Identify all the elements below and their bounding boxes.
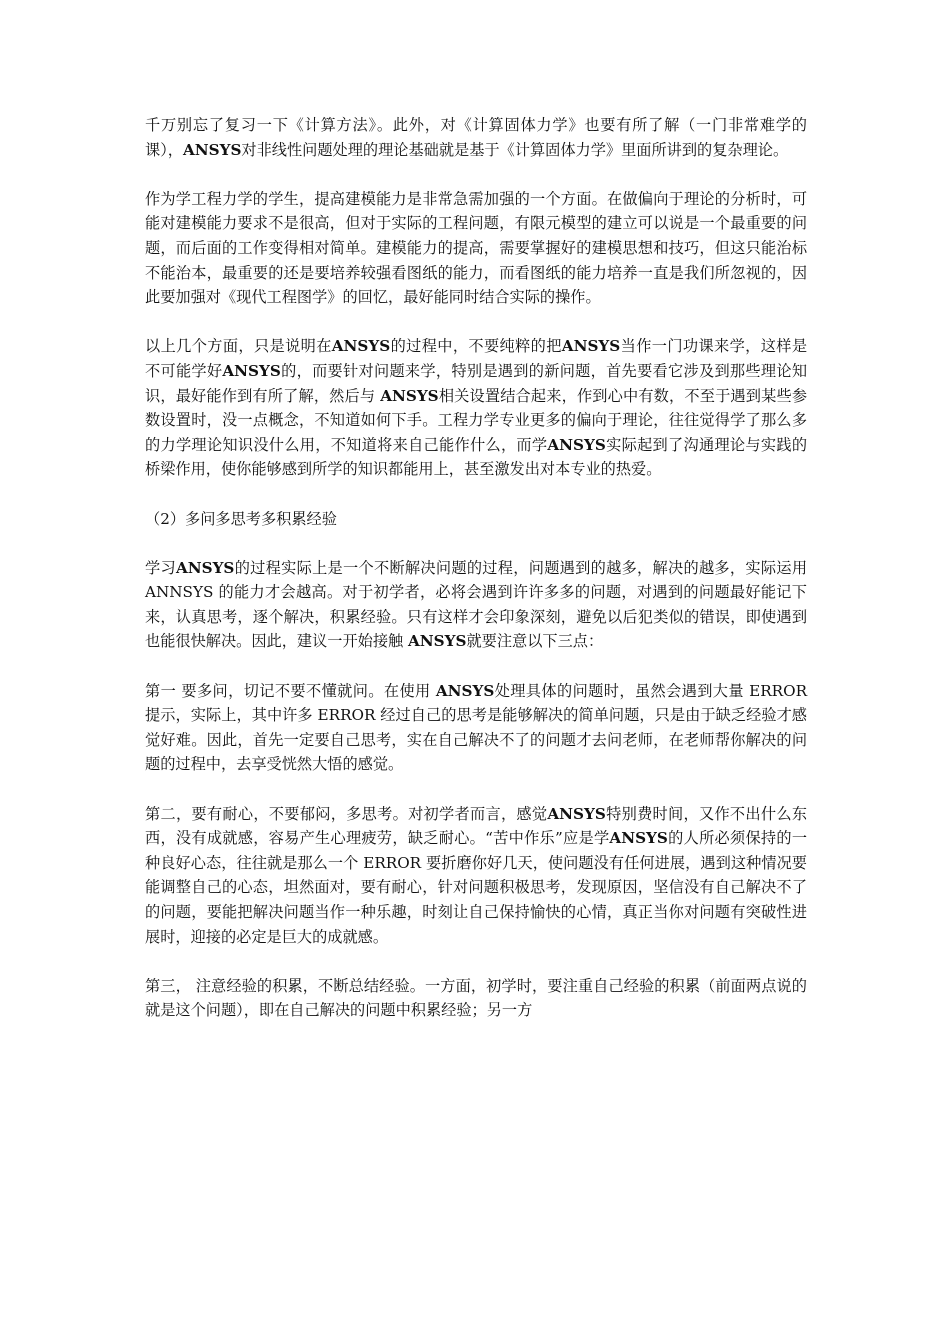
text-run: 对非线性问题处理的理论基础就是基于《计算固体力学》里面所讲到的复杂理论。 — [241, 140, 789, 159]
paragraph-6 — [145, 802, 807, 950]
text-run: 第二，要有耐心，不要郁闷，多思考。对初学者而言，感觉 — [145, 804, 548, 823]
text-run: 作为学工程力学的学生，提高建模能力是非常急需加强的一个方面。在做偏向于理论的分析时，可能对建模能力要求不是很高，但对于实际的工程问题，有限元模型的建立可以说是一个最重要的问题，而后面的工作变得相对简单。建模能力的提高，需要掌握好的建模思想和技巧，但这只能治标不能治本，最重要的还是要培养较强看图纸的能力，而看图纸的能力培养一直是我们所忽视的，因此要加强对《现代工程图学》的回忆，最好能同时结合实际的操作。 — [145, 189, 807, 307]
paragraph-3 — [145, 334, 807, 482]
bold-text-run: ANSYS — [331, 337, 391, 356]
text-run: 特别费时间，又作不出什么东西，没有成就感，容易产生心理疲劳，缺乏耐心。“苦中作乐”应是学 — [145, 804, 808, 848]
text-run: 以上几个方面，只是说明在 — [145, 337, 332, 356]
paragraph-1 — [145, 113, 807, 162]
paragraph-5 — [145, 679, 807, 777]
text-run: 当作一门功课来学，这样是不可能学好 — [145, 337, 808, 380]
text-run: 就要注意以下三点： — [466, 632, 604, 651]
section-heading: （2）多问多思考多积累经验 — [145, 509, 337, 528]
bold-text-run: ANSYS — [175, 558, 235, 577]
text-run: 第三， 注意经验的积累，不断总结经验。一方面，初学时，要注重自己经验的积累（前面两点说的就是这个问题），即在自己解决的问题中积累经验；另一方 — [145, 976, 807, 1020]
text-run: 第一 要多问，切记不要不懂就问。在使用 — [145, 681, 436, 700]
bold-text-run: ANSYS — [380, 386, 439, 405]
bold-text-run: ANSYS — [222, 361, 281, 380]
text-run: 相关设置结合起来，作到心中有数，不至于遇到某些参数设置时，没一点概念，不知道如何下手。工程力学专业更多的偏向于理论，往往觉得学了那么多的力学理论知识没什么用，不知道将来自己能作什么，而学 — [145, 386, 807, 454]
text-run: 处理具体的问题时，虽然会遇到大量 ERROR 提示，实际上，其中许多 ERROR 经过自己的思考是能够解决的简单问题，只是由于缺乏经验才感觉好难。因此，首先一定要自己思考，实在自己解决不了的问题才去问老师，在老师帮你解决的问题的过程中，去享受恍然大悟的感觉。 — [145, 681, 807, 774]
bold-text-run: ANSYS — [547, 435, 606, 454]
bold-text-run: ANSYS — [435, 681, 495, 700]
bold-text-run: ANSYS — [547, 804, 606, 823]
bold-text-run: ANSYS — [408, 632, 467, 651]
bold-text-run: ANSYS — [561, 337, 621, 356]
text-run: 学习 — [145, 558, 176, 577]
paragraph-7 — [145, 974, 807, 1023]
text-run: 的人所必须保持的一种良好心态，往往就是那么一个 ERROR 要折磨你好几天，使问题没有任何进展，遇到这种情况要能调整自己的心态，坦然面对，要有耐心，针对问题积极思考，发现原因，坚信没有自己解决不了的问题，要能把解决问题当作一种乐趣，时刻让自己保持愉快的心情，真正当你对问题有突破性进展时，迎接的必定是巨大的成就感。 — [145, 829, 808, 946]
text-run: 的过程中，不要纯粹的把 — [390, 337, 562, 356]
text-run: 的过程实际上是一个不断解决问题的过程，问题遇到的越多，解决的越多，实际运用 ANNSYS 的能力才会越高。对于初学者，必将会遇到许许多多的问题，对遇到的问题最好能记下来，认真思考，逐个解决，积累经验。只有这样才会印象深刻，避免以后犯类似的错误，即使遇到也能很快解决。因此，建议一开始接触 — [145, 558, 808, 651]
bold-text-run: ANSYS — [609, 829, 668, 848]
text-run: 的，而要针对问题来学，特别是遇到的新问题，首先要看它涉及到那些理论知识，最好能作到有所了解，然后与 — [145, 361, 808, 405]
text-run: 实际起到了沟通理论与实践的桥梁作用，使你能够感到所学的知识都能用上，甚至激发出对本专业的热爱。 — [145, 435, 808, 479]
document-page — [145, 113, 807, 1048]
text-run: 千万别忘了复习一下《计算方法》。此外，对《计算固体力学》也要有所了解（一门非常难学的课）， — [145, 116, 807, 159]
paragraph-4 — [145, 556, 807, 654]
paragraph-2 — [145, 187, 807, 310]
bold-text-run: ANSYS — [182, 140, 242, 159]
